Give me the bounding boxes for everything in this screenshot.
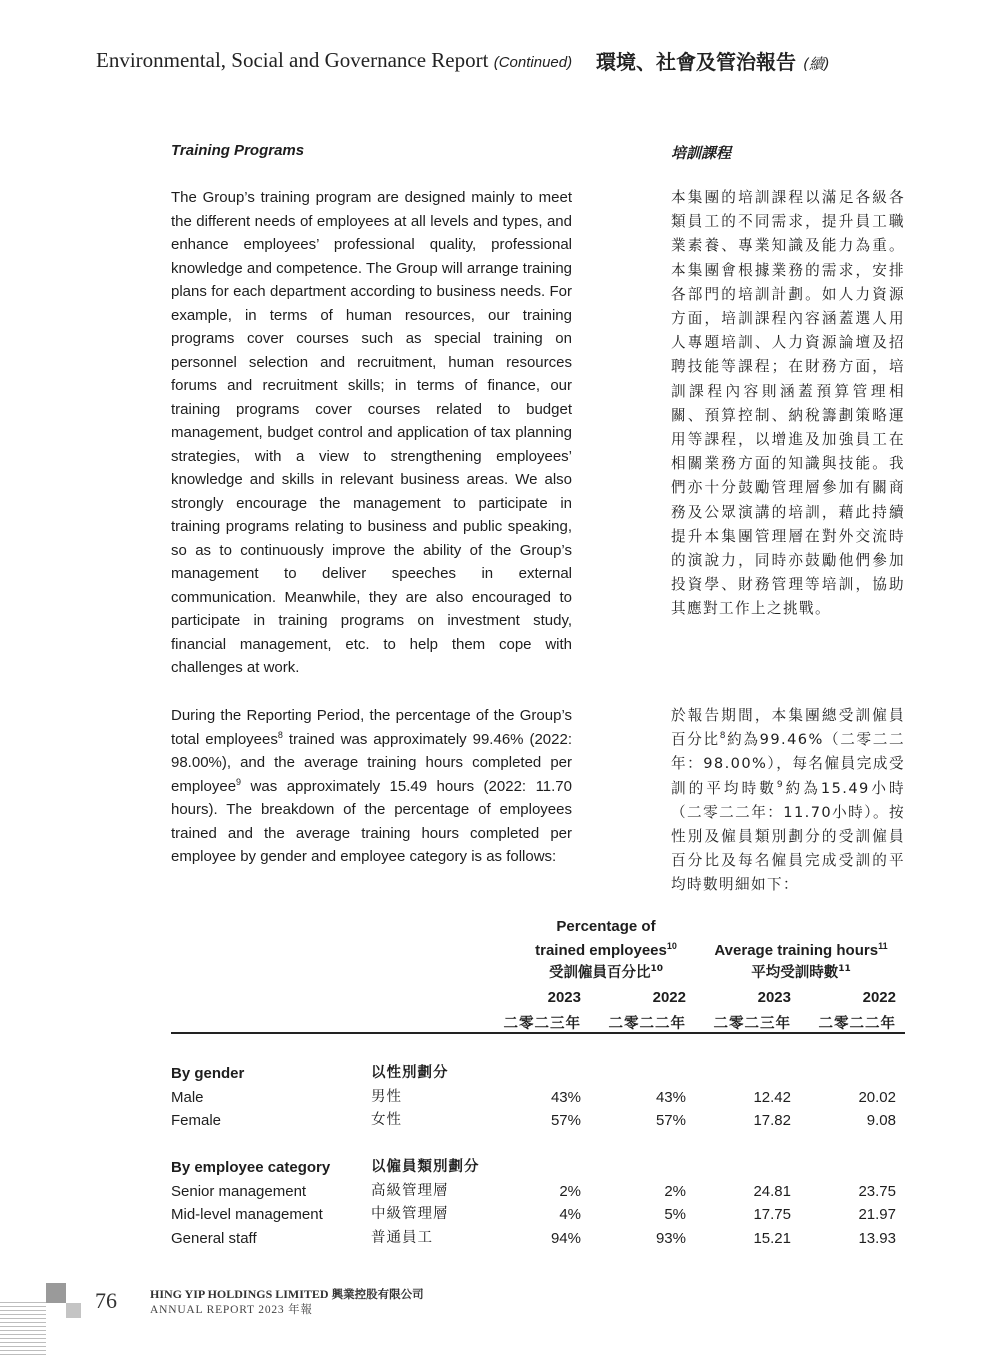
header-continued-en: (Continued) <box>493 54 573 71</box>
year-2023-hrs: 2023 <box>757 989 791 1006</box>
year-2022-hrs: 2022 <box>862 989 896 1006</box>
paragraph-1-zh: 本集團的培訓課程以滿足各級各類員工的不同需求，提升員工職業素養、專業知識及能力為重。本集團會根據業務的需求，安排各部門的培訓計劃。如人力資源方面，培訓課程內容涵蓋選人用人專題培訓、人力資源論壇及招聘技能等課程；在財務方面，培訓課程內容則涵蓋預算管理相關、預算控制、納稅籌劃策略運用等課程，以增進及加強員工在相關業務方面的知識與技能。我們亦十分鼓勵管理層參加有關商務及公眾演講的培訓，藉此持續提升本集團管理層在對外交流時的演說力，同時亦鼓勵他們參加投資學、財務管理等培訓，協助其應對工作上之挑戰。 <box>671 189 905 618</box>
header-title-zh: 環境、社會及管治報告 (續) <box>596 50 830 74</box>
page-header <box>96 46 896 80</box>
col-header-pct-line1: Percentage of <box>556 918 656 935</box>
year-2023-pct-zh: 二零二三年 <box>503 1016 581 1032</box>
section-title-zh: 培訓課程 <box>671 144 732 162</box>
table-header-rule <box>171 1032 905 1034</box>
footnote-9-ref: 9 <box>236 776 242 787</box>
footer-annual-report: ANNUAL REPORT 2023 年報 <box>150 1302 313 1316</box>
footnote-8-ref-zh: 8 <box>719 731 727 742</box>
table-row: Senior management 高級管理層 2% 2% 24.81 23.75 <box>171 1183 896 1200</box>
table-row: General staff 普通員工 94% 93% 15.21 13.93 <box>171 1230 896 1247</box>
paragraph-2-en: During the Reporting Period, the percentage of the Group’s total employees$^8$ trained was approximately 99.46% (2022: 98.00%), and the average training hours completed per employee$^9$ was approximately 15.49 hours (2022: 11.70 hours). The breakdown of the percentage of employees trained and the average training hours completed per employee by gender and employee category is as follows: <box>171 707 572 865</box>
page-number: 76 <box>95 1288 117 1313</box>
year-2022-pct-zh: 二零二二年 <box>608 1016 686 1032</box>
year-2023-hrs-zh: 二零二三年 <box>713 1016 791 1032</box>
table-row: Male 男性 43% 43% 12.42 20.02 <box>171 1089 896 1106</box>
section-title-en: Training Programs <box>171 142 305 159</box>
year-2022-pct: 2022 <box>652 989 686 1006</box>
group-row-category: By employee category 以僱員類別劃分 <box>171 1159 480 1176</box>
footer-square-light <box>66 1303 81 1318</box>
group-row-gender: By gender 以性別劃分 <box>171 1065 449 1082</box>
col-header-pct-zh: 受訓僱員百分比$^{10}$ <box>548 964 664 981</box>
paragraph-2-zh: 於報告期間，本集團總受訓僱員百分比$^8$約為99.46%（二零二二年：98.00%），每名僱員完成受訓的平均時數$^9$約為15.49小時（二零二二年：11.70小時）。按性別及僱員類別劃分的受訓僱員百分比及每名僱員完成受訓的平均時數明細如下： <box>671 707 905 894</box>
table-row: Female 女性 57% 57% 17.82 9.08 <box>171 1112 896 1129</box>
table-row: Mid-level management 中級管理層 4% 5% 17.75 21.97 <box>171 1206 896 1223</box>
col-header-hours: Average training hours$^{11}$ <box>714 941 888 959</box>
col-header-hours-zh: 平均受訓時數$^{11}$ <box>751 964 851 981</box>
header-continued-zh: (續) <box>802 55 830 73</box>
year-2023-pct: 2023 <box>547 989 581 1006</box>
year-2022-hrs-zh: 二零二二年 <box>818 1016 896 1032</box>
footnote-8-ref: 8 <box>277 729 283 740</box>
header-title-en: Environmental, Social and Governance Report (Continued) <box>96 48 573 72</box>
training-table <box>171 915 905 1255</box>
footer-square-dark <box>46 1283 66 1303</box>
footer-company: HING YIP HOLDINGS LIMITED 興業控股有限公司 <box>150 1287 424 1301</box>
footnote-9-ref-zh: 9 <box>776 779 784 790</box>
footer-stripe-decoration <box>0 1302 46 1357</box>
col-header-pct-line2: trained employees$^{10}$ <box>535 941 677 959</box>
paragraph-1-en: The Group’s training program are designed mainly to meet the different needs of employees at all levels and types, and enhance employees’ professional quality, professional knowledge and competence. The Group will arrange training plans for each department according to business needs. For example, in terms of human resources, our training programs cover courses such as special training on personnel selection and recruitment, human resources forums and recruitment skills; in terms of finance, our training programs cover courses related to budget management, budget control and application of tax planning strategies, with a view to strengthening employees’ knowledge and skills in relevant business areas. We also strongly encourage the management to participate in training programs relating to business and public speaking, so as to continuously improve the ability of the Group’s management to deliver speeches in external communication. Meanwhile, they are also encouraged to participate in training programs on investment study, financial management, etc. to help them cope with challenges at work. <box>171 189 572 676</box>
